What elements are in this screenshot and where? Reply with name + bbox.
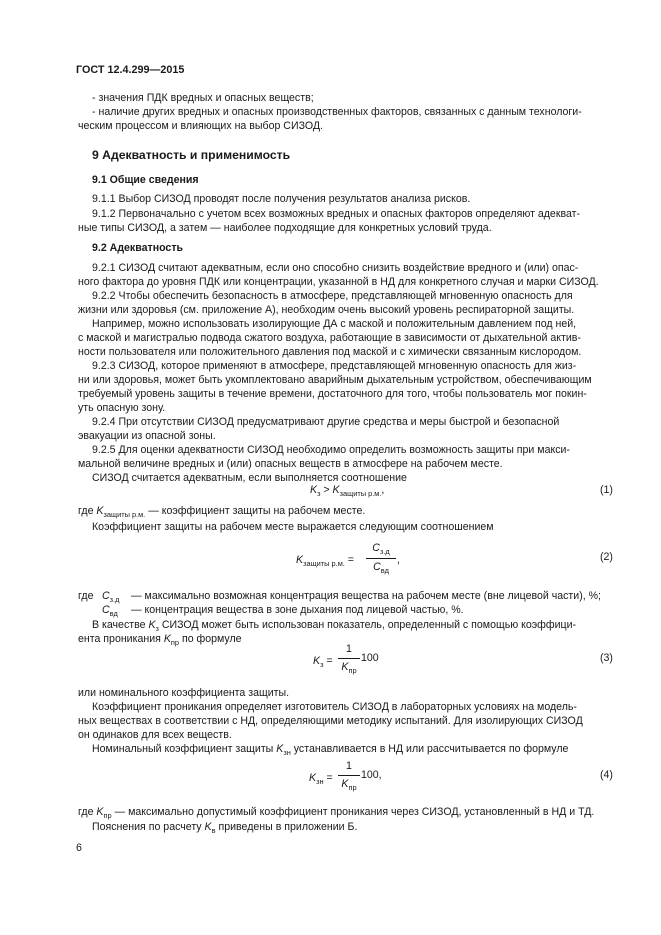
subsection-heading: 9.2 Адекватность bbox=[92, 242, 184, 254]
paragraph-line: ни или здоровья, может быть укомплектовано аварийным дыхательным устройством, обеспечивающим bbox=[78, 374, 592, 386]
variable-symbol: $C_{вд}$ bbox=[102, 604, 118, 618]
paragraph-line: 9.2.1 СИЗОД считают адекватным, если оно способно снизить воздействие вредного и (или) опас- bbox=[92, 262, 579, 274]
paragraph-line: 9.2.3 СИЗОД, которое применяют в атмосфере, представляющей мгновенную опасность для жиз- bbox=[92, 360, 577, 372]
paragraph-line: эвакуации из опасной зоны. bbox=[78, 430, 216, 442]
document-header: ГОСТ 12.4.299—2015 bbox=[76, 64, 185, 76]
paragraph-line: 9.1.2 Первоначально с учетом всех возможных вредных и опасных факторов определяют адекват- bbox=[92, 208, 581, 220]
formula-2-lhs: $K_{защиты р.м.}$ = bbox=[296, 554, 354, 568]
paragraph-line: или номинального коэффициента защиты. bbox=[78, 687, 290, 699]
paragraph-line: Например, можно использовать изолирующие ДА с маской и положительным давлением под ней, bbox=[92, 318, 577, 330]
formula-number: (3) bbox=[600, 652, 613, 664]
formula-4-tail: 100, bbox=[361, 769, 382, 781]
formula-explanation: где $K_{защиты р.м.}$ — коэффициент защиты на рабочем месте. bbox=[78, 505, 366, 519]
paragraph-line: 9.1.1 Выбор СИЗОД проводят после получения результатов анализа рисков. bbox=[92, 193, 471, 205]
where-label: где bbox=[78, 590, 94, 602]
paragraph-line: В качестве $K_з$ СИЗОД может быть использован показатель, определенный с помощью коэффици- bbox=[92, 619, 577, 633]
paragraph-line: Коэффициент проникания определяет изготовитель СИЗОД в лабораторных условиях на модель- bbox=[92, 701, 577, 713]
paragraph-line: ного фактора до уровня ПДК или концентрации, указанной в НД для конкретного случая и марки СИЗОД. bbox=[78, 276, 599, 288]
formula-3-numerator: 1 bbox=[346, 643, 352, 655]
paragraph-line: ные типы СИЗОД, а затем — наиболее подходящие для конкретных условий труда. bbox=[78, 222, 492, 234]
formula-2-tail: , bbox=[397, 554, 400, 566]
fraction-bar bbox=[338, 658, 360, 659]
paragraph-line: мальной величине вредных и (или) опасных веществ в атмосфере на рабочем месте. bbox=[78, 458, 503, 470]
formula-2-denominator: $C_{вд}$ bbox=[373, 561, 389, 575]
page-number: 6 bbox=[76, 842, 82, 854]
paragraph-line: он одинаков для всех веществ. bbox=[78, 729, 232, 741]
paragraph-line: с маской и магистралью подвода сжатого воздуха, работающие в зависимости от дыхательной актив- bbox=[78, 332, 581, 344]
formula-4-denominator: $K_{пр}$ bbox=[341, 778, 357, 792]
formula-4-lhs: $K_{зн}$ = bbox=[309, 772, 333, 786]
variable-symbol: $C_{з.д}$ bbox=[102, 590, 120, 604]
formula-number: (2) bbox=[600, 551, 613, 563]
formula-number: (1) bbox=[600, 484, 613, 496]
fraction-bar bbox=[338, 775, 360, 776]
paragraph-line: 9.2.5 Для оценки адекватности СИЗОД необходимо определить возможность защиты при макси- bbox=[92, 444, 570, 456]
formula-3-denominator: $K_{пр}$ bbox=[341, 661, 357, 675]
paragraph-line: жизни или здоровья (см. приложение А), необходим очень высокий уровень респираторной защиты. bbox=[78, 304, 575, 316]
paragraph-line: требуемый уровень защиты в течение времени, достаточного для того, чтобы пользователь мог покин- bbox=[78, 388, 587, 400]
paragraph-line: ности пользователя или положительного давления под маской и с химически связанным кислородом. bbox=[78, 346, 582, 358]
list-item: - наличие других вредных и опасных производственных факторов, связанных с данным технологи- bbox=[92, 106, 582, 118]
paragraph-line: Пояснения по расчету $K_в$ приведены в приложении Б. bbox=[92, 821, 358, 835]
paragraph-line: уть опасную зону. bbox=[78, 402, 166, 414]
formula-1: $K_з > K_{защиты р.м.}$, bbox=[310, 484, 385, 498]
paragraph-line: СИЗОД считается адекватным, если выполняется соотношение bbox=[92, 472, 407, 484]
fraction-bar bbox=[366, 558, 396, 559]
paragraph-line: Номинальный коэффициент защиты $K_{зн}$ устанавливается в НД или рассчитывается по формуле bbox=[92, 743, 569, 757]
subsection-heading: 9.1 Общие сведения bbox=[92, 174, 199, 186]
formula-4-numerator: 1 bbox=[346, 760, 352, 772]
formula-3-lhs: $K_з$ = bbox=[313, 655, 333, 669]
variable-definition: — максимально возможная концентрация вещества на рабочем месте (вне лицевой части), %; bbox=[131, 590, 601, 602]
list-item-continuation: ческим процессом и влияющих на выбор СИЗОД. bbox=[78, 120, 323, 132]
list-item: - значения ПДК вредных и опасных веществ; bbox=[92, 92, 314, 104]
variable-definition: — концентрация вещества в зоне дыхания под лицевой частью, %. bbox=[131, 604, 464, 616]
paragraph-line: Коэффициент защиты на рабочем месте выражается следующим соотношением bbox=[92, 521, 494, 533]
formula-3-tail: 100 bbox=[361, 652, 379, 664]
paragraph-line: 9.2.4 При отсутствии СИЗОД предусматривают другие средства и меры быстрой и безопасной bbox=[92, 416, 560, 428]
paragraph-line: где $K_{пр}$ — максимально допустимый коэффициент проникания через СИЗОД, установленный в НД и ТД. bbox=[78, 806, 595, 820]
paragraph-line: 9.2.2 Чтобы обеспечить безопасность в атмосфере, представляющей мгновенную опасность для bbox=[92, 290, 573, 302]
formula-2-numerator: $C_{з.д}$ bbox=[372, 542, 390, 556]
paragraph-line: ных веществах в соответствии с НД, определяющими методику испытаний. Для изолирующих СИЗОД bbox=[78, 715, 583, 727]
section-heading: 9 Адекватность и применимость bbox=[92, 148, 291, 162]
formula-number: (4) bbox=[600, 769, 613, 781]
paragraph-line: ента проникания $K_{пр}$ по формуле bbox=[78, 633, 242, 647]
